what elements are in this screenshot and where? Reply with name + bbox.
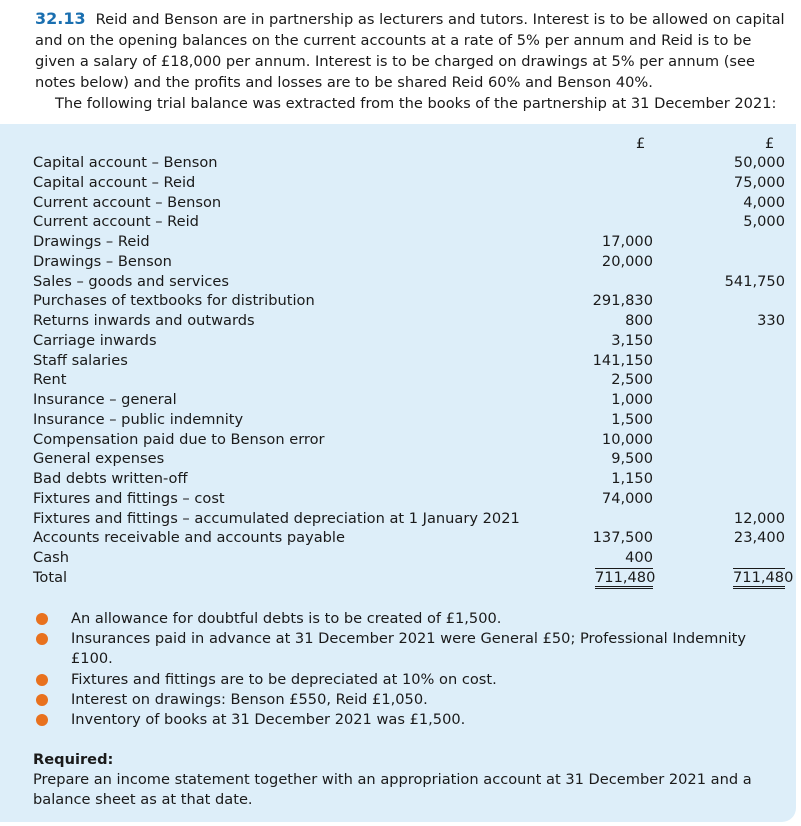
debit-value: 20,000	[601, 252, 653, 270]
credit-column-header: £	[765, 135, 775, 152]
table-row	[33, 390, 785, 410]
table-row	[33, 153, 785, 173]
row-label: Capital account – Reid	[33, 173, 196, 191]
row-label: Accounts receivable and accounts payable	[33, 529, 345, 547]
bullet-icon	[36, 714, 48, 726]
debit-value: 1,150	[611, 470, 653, 487]
debit-value: 800	[625, 312, 653, 329]
bullet-icon	[36, 613, 48, 625]
notes-list	[36, 609, 776, 730]
row-label: Sales – goods and services	[33, 272, 230, 290]
table-row	[33, 272, 785, 292]
table-row	[33, 548, 785, 568]
debit-total: 711,480	[595, 568, 653, 589]
row-label: Drawings – Benson	[33, 252, 172, 270]
table-row	[33, 252, 785, 272]
required-section	[33, 750, 793, 810]
debit-column-header: £	[636, 135, 646, 152]
total-row	[33, 568, 794, 588]
table-row	[33, 489, 785, 509]
row-label: Returns inwards and outwards	[33, 312, 255, 329]
table-row	[33, 291, 785, 311]
total-label: Total	[33, 568, 68, 586]
debit-value: 17,000	[601, 233, 653, 250]
question-header	[35, 8, 790, 114]
table-row	[33, 410, 785, 430]
row-label: Drawings – Reid	[33, 233, 150, 250]
credit-value: 75,000	[733, 173, 785, 191]
row-label: General expenses	[33, 450, 165, 468]
note-item	[36, 670, 776, 690]
table-row	[33, 528, 785, 548]
table-row	[33, 469, 785, 489]
table-row	[33, 232, 785, 252]
debit-value: 1,500	[611, 410, 653, 428]
note-text: Insurances paid in advance at 31 December 2021 were General £50; Professional Indemnity £100.	[71, 630, 747, 668]
row-label: Rent	[33, 371, 67, 389]
table-row	[33, 430, 785, 450]
credit-value: 5,000	[743, 213, 785, 231]
question-number: 32.13	[35, 9, 86, 28]
row-label: Insurance – general	[33, 391, 177, 408]
debit-value: 9,500	[611, 450, 653, 468]
row-label: Purchases of textbooks for distribution	[33, 292, 315, 310]
row-label: Compensation paid due to Benson error	[33, 430, 325, 448]
debit-value: 137,500	[592, 529, 653, 547]
credit-value: 541,750	[724, 272, 785, 290]
table-row	[33, 212, 785, 232]
row-label: Bad debts written-off	[33, 470, 188, 487]
debit-value: 3,150	[611, 331, 653, 349]
required-text: Prepare an income statement together with an appropriation account at 31 December 2021 and a balance sheet as at that date.	[33, 771, 752, 808]
note-text: Fixtures and fittings are to be depreciated at 10% on cost.	[71, 670, 497, 688]
row-label: Insurance – public indemnity	[33, 410, 244, 428]
credit-value: 23,400	[733, 529, 785, 547]
table-row	[33, 509, 785, 529]
table-row	[33, 449, 785, 469]
note-text: Interest on drawings: Benson £550, Reid £1,050.	[71, 690, 428, 708]
debit-value: 2,500	[611, 371, 653, 389]
bullet-icon	[36, 694, 48, 706]
bullet-icon	[36, 674, 48, 686]
table-row	[33, 351, 785, 371]
debit-value: 1,000	[611, 391, 653, 408]
row-label: Capital account – Benson	[33, 154, 218, 171]
row-label: Staff salaries	[33, 351, 128, 369]
debit-value: 400	[625, 549, 653, 566]
debit-value: 10,000	[601, 430, 653, 448]
row-label: Cash	[33, 549, 69, 566]
credit-value: 50,000	[733, 154, 785, 171]
table-row	[33, 331, 785, 351]
note-text: Inventory of books at 31 December 2021 was £1,500.	[71, 711, 466, 729]
table-row	[33, 370, 785, 390]
trial-balance-table	[33, 153, 794, 588]
credit-value: 4,000	[743, 193, 785, 211]
row-label: Carriage inwards	[33, 331, 157, 349]
credit-total: 711,480	[733, 568, 785, 589]
table-row	[33, 193, 785, 213]
debit-value: 291,830	[592, 292, 653, 310]
trial-balance-intro: The following trial balance was extracted from the books of the partnership at 31 December 2021:	[55, 95, 777, 112]
note-item	[36, 629, 776, 669]
row-label: Current account – Benson	[33, 193, 222, 211]
note-item	[36, 710, 776, 730]
question-intro: Reid and Benson are in partnership as lecturers and tutors. Interest is to be allowed on capital and on the opening balances on the current accounts at a rate of 5% per annum and Reid is to be given a salary of £18,000 per annum. Interest is to be charged on drawings at 5% per annum (see notes below) and the profits and losses are to be shared Reid 60% and Benson 40%.	[35, 11, 785, 91]
table-row	[33, 173, 785, 193]
row-label: Current account – Reid	[33, 213, 199, 231]
table-row	[33, 311, 785, 331]
bullet-icon	[36, 633, 48, 645]
debit-value: 141,150	[592, 351, 653, 369]
row-label: Fixtures and fittings – accumulated depreciation at 1 January 2021	[33, 509, 520, 527]
required-heading: Required:	[33, 751, 114, 768]
credit-value: 330	[757, 312, 785, 329]
row-label: Fixtures and fittings – cost	[33, 489, 225, 507]
debit-value: 74,000	[601, 489, 653, 507]
note-text: An allowance for doubtful debts is to be created of £1,500.	[71, 610, 502, 627]
note-item	[36, 690, 776, 710]
note-item	[36, 609, 776, 629]
credit-value: 12,000	[733, 509, 785, 527]
